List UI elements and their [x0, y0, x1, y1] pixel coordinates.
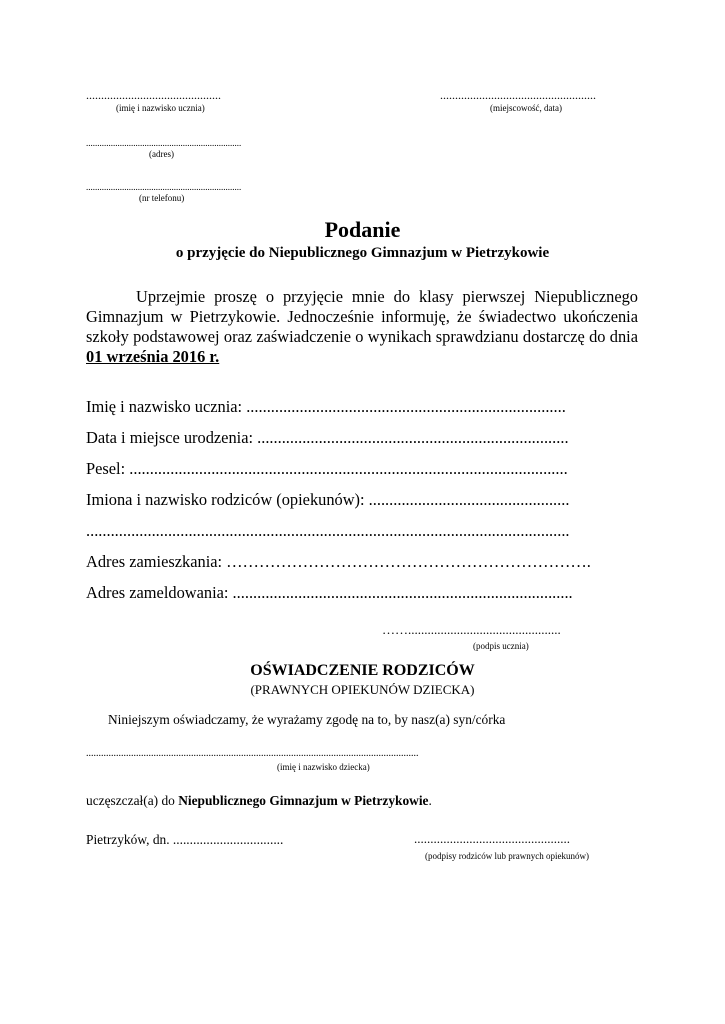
child-name-label: (imię i nazwisko dziecka) — [277, 762, 370, 772]
field-parents-continuation[interactable]: ...................................................................................................................... — [86, 521, 570, 540]
attended-prefix: uczęszczał(a) do — [86, 793, 175, 808]
child-name-blank[interactable]: ..................................................................................................................................... — [86, 748, 419, 759]
document-subtitle: o przyjęcie do Niepublicznego Gimnazjum w Pietrzykowie — [175, 245, 550, 261]
attended-school: Niepublicznego Gimnazjum w Pietrzykowie — [178, 793, 429, 808]
field-residence-address[interactable]: Adres zamieszkania: …………………………………………………………. — [86, 552, 591, 571]
declaration-statement: Niniejszym oświadczamy, że wyrażamy zgodę na to, by nasz(a) syn/córka — [108, 712, 506, 727]
place-date-line[interactable]: Pietrzyków, dn. ................................. — [86, 832, 284, 847]
document-title: Podanie — [324, 217, 401, 242]
field-birth-date-place[interactable]: Data i miejsce urodzenia: ............................................................................ — [86, 428, 569, 447]
phone-blank[interactable]: ..................................................................... — [86, 182, 242, 192]
field-student-name[interactable]: Imię i nazwisko ucznia: .............................................................................. — [86, 397, 566, 416]
attended-line — [86, 793, 432, 809]
request-text: Uprzejmie proszę o przyjęcie mnie do klasy pierwszej Niepublicznego Gimnazjum w Pietrzykowie. Jednocześnie informuję, że świadectwo ukończenia szkoły podstawowej oraz zaświadczenie o wynikach sprawdzianu dostarczę do dnia — [86, 287, 638, 346]
student-name-label: (imię i nazwisko ucznia) — [116, 103, 205, 113]
parents-signature-label: (podpisy rodziców lub prawnych opiekunów) — [425, 851, 589, 861]
student-name-blank[interactable]: ............................................. — [86, 88, 221, 102]
attended-suffix: . — [428, 793, 432, 808]
parents-signature-blank[interactable]: ................................................ — [414, 831, 570, 846]
address-label: (adres) — [149, 149, 174, 159]
place-date-label: (miejscowość, data) — [490, 103, 562, 113]
place-date-blank[interactable]: .................................................... — [440, 88, 596, 102]
address-blank[interactable]: ..................................................................... — [86, 138, 242, 148]
request-paragraph — [86, 287, 638, 367]
student-signature-label: (podpis ucznia) — [473, 641, 529, 651]
field-registered-address[interactable]: Adres zameldowania: ................................................................................... — [86, 583, 573, 602]
field-pesel[interactable]: Pesel: ........................................................................................................... — [86, 459, 568, 478]
phone-label: (nr telefonu) — [139, 193, 185, 203]
declaration-title: OŚWIADCZENIE RODZICÓW — [250, 662, 475, 679]
student-signature-blank[interactable]: ……............................................... — [382, 622, 561, 637]
field-parents-names[interactable]: Imiona i nazwisko rodziców (opiekunów): ................................................. — [86, 490, 570, 509]
declaration-subtitle: (PRAWNYCH OPIEKUNÓW DZIECKA) — [250, 682, 475, 697]
deadline-date: 01 września 2016 r. — [86, 347, 220, 366]
